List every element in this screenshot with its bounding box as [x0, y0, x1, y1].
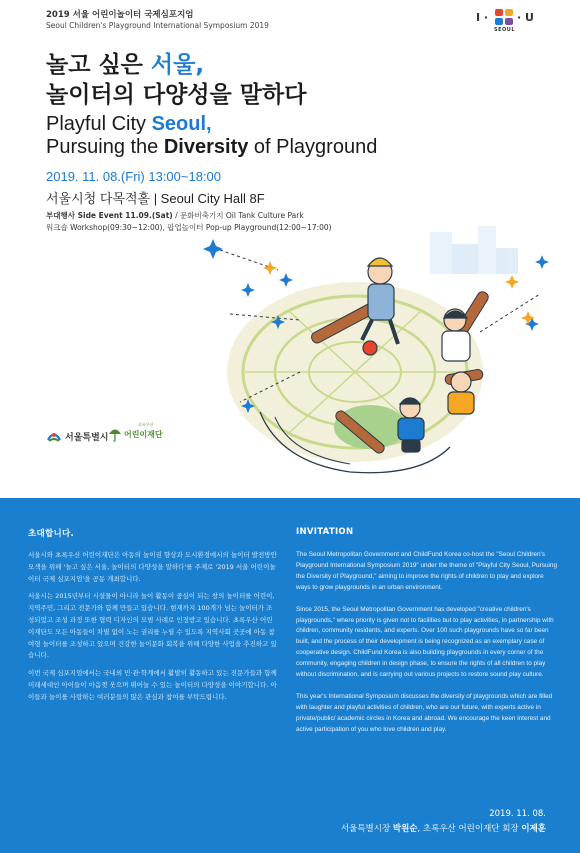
logo-i: I · [476, 11, 489, 24]
title-kr-line1: 놀고 싶은 [46, 52, 151, 78]
title-en-diversity: Diversity [163, 136, 249, 158]
invitation-en-para: The Seoul Metropolitan Government and ChildFund Korea co-host the "Seoul Children's Playground International Symposium 2019" under the theme of "Playful City Seoul, Pursuing the Diversity of Playground," aiming to improve the rights of children to play and explore ways to grow playgrounds in an urban environment. [296, 551, 558, 591]
title-en-line1: Playful City [46, 113, 152, 135]
side-event-label: 부대행사 Side Event 11.09.(Sat) [46, 211, 173, 220]
invitation-en-body [296, 550, 558, 747]
logo-seoul: SEOUL [494, 27, 516, 33]
logo-u: · U [517, 11, 534, 24]
seoul-emblem-icon [46, 429, 62, 443]
main-title-en [46, 113, 377, 159]
signature-name2: 이제훈 [521, 824, 546, 834]
seoul-logo-text: 서울특별시 [65, 432, 109, 443]
i-seoul-u-logo [476, 6, 534, 36]
title-en-highlight: Seoul, [151, 113, 212, 135]
invitation-panel [0, 498, 580, 853]
title-kr-highlight: 서울, [150, 52, 205, 78]
title-en-line2-post: of Playground [248, 136, 378, 158]
childfund-logo-text: 어린이재단 [124, 429, 163, 439]
side-event-detail: 워크숍 Workshop(09:30~12:00), 팝업놀이터 Pop-up Playground(12:00~17:00) [46, 223, 332, 232]
event-date: 2019. 11. 08.(Fri) 13:00~18:00 [46, 169, 222, 184]
heart-icon [494, 8, 514, 26]
symposium-title-kr: 2019 서울 어린이놀이터 국제심포지엄 [46, 10, 194, 20]
title-kr-line2: 놀이터의 다양성을 말하다 [46, 82, 307, 108]
seoul-logo [46, 426, 108, 446]
invitation-kr-para: 이번 국제 심포지엄에서는 국내외 민·관·학계에서 활발히 활동하고 있는 전문가들과 함께 미래세대인 아이들이 마음껏 웃으며 뛰어놀 수 있는 놀이터의 다양성을 이야기합니다. 아이들과 놀이를 사랑하는 여러분들의 많은 관심과 참여를 부탁드립니다. [28, 669, 277, 701]
invitation-kr-para: 서울시와 초록우산 어린이재단은 아동의 놀이권 향상과 도시환경에서의 놀이터 발전방안 모색을 위해 '놀고 싶은 서울, 놀이터의 다양성을 말하다'를 주제로 '2019 서울 어린이놀이터 국제 심포지엄'을 공동 개최합니다. [28, 551, 277, 583]
main-title-kr [46, 50, 306, 110]
city-buildings [430, 226, 518, 274]
signature-date: 2019. 11. 08. [489, 809, 546, 819]
invitation-en-para: This year's International Symposium discusses the diversity of playgrounds which are filled with laughter and playful activities of children, who are our future, with experts active in private/public/ academic circles in Korea and abroad. We encourage the keen interest and active participation of you who love children and play. [296, 692, 553, 733]
invitation-kr-heading: 초대합니다. [28, 529, 75, 539]
title-en-line2-pre: Pursuing the [46, 136, 164, 158]
signature-line [341, 822, 546, 834]
childfund-sub: 초록우산 [138, 422, 154, 427]
signature-title1: 서울특별시장 [340, 824, 393, 834]
playground-illustration [180, 222, 580, 498]
invitation-kr-para: 서울시는 2015년부터 시설물이 아니라 놀이 활동이 중심이 되는 창의 놀이터를 어린이, 지역주민, 그리고 전문가와 함께 만들고 있습니다. 현재까지 100개가 넘는 놀이터가 조성되었고 조성 과정 또한 협력 디자인의 모범 사례로 인정받고 있습니다. 초록우산 어린이재단도 모든 아동들이 차별 없이 노는 권리를 누릴 수 있도록 지역사회 곳곳에 아동 참여형 놀이터를 조성하고 있으며 건강한 놀이문화 회복을 위해 다양한 사업을 추진하고 있습니다. [28, 592, 277, 660]
symposium-title-en: Seoul Children's Playground International Symposium 2019 [46, 21, 269, 30]
childfund-logo [108, 422, 163, 446]
event-venue: 서울시청 다목적홀 | Seoul City Hall 8F [46, 191, 265, 206]
invitation-en-para: Since 2015, the Seoul Metropolitan Government has developed "creative children's playgrounds," where priority is given not to facilities but to play activities, in partnership with children, community residents, and experts. Over 100 such playgrounds have so far been built, and the process of their development is being recognized as an exemplary case of cooperative design. ChildFund Korea is also building playgrounds in every corner of the community, engaging children in design phase, to ensure the rights of all children to play without discrimination, and is carrying out various projects to restore sound play culture. [296, 605, 554, 679]
signature-name1: 박원순 [392, 824, 418, 834]
invitation-kr-body [28, 550, 278, 710]
side-event [46, 210, 304, 221]
umbrella-icon [108, 426, 122, 442]
side-event-place: / 문화비축기지 Oil Tank Culture Park [172, 211, 304, 220]
signature-title2: , 초록우산 어린이재단 회장 [417, 824, 522, 834]
invitation-en-heading: INVITATION [296, 527, 354, 537]
